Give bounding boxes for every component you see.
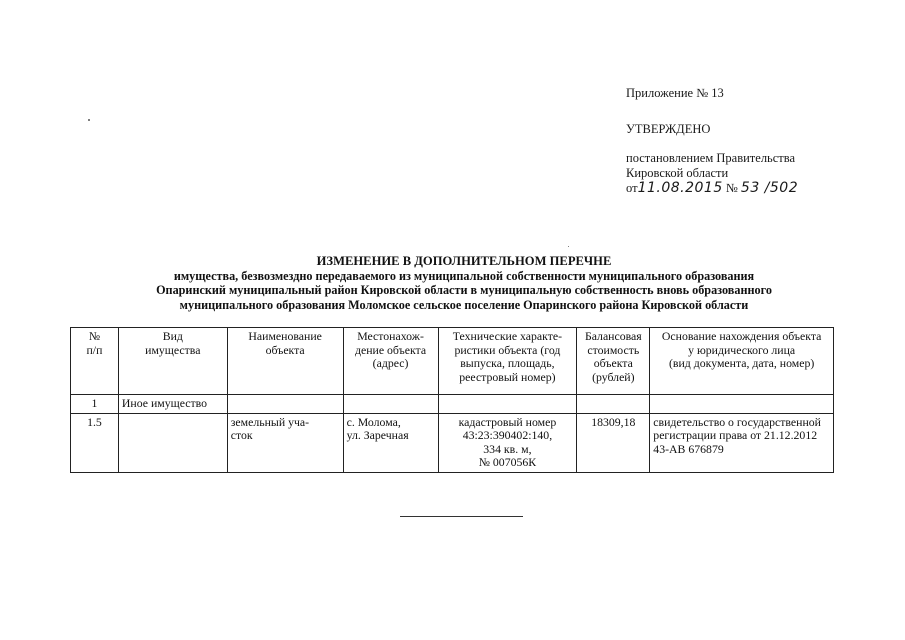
table-header-row xyxy=(71,328,834,395)
header-cell-address: Местонахож- дение объекта (адрес) xyxy=(343,328,438,395)
row-number: 1.5 xyxy=(71,413,119,472)
header-cell-value: Балансовая стоимость объекта (рублей) xyxy=(577,328,650,395)
handwritten-number: 53 /502 xyxy=(740,180,799,196)
header-cell-specs: Технические характе- ристики объекта (год выпуска, площадь, реестровый номер) xyxy=(438,328,577,395)
number-prefix: № xyxy=(725,181,738,195)
section-row xyxy=(71,395,834,414)
row-type xyxy=(118,413,227,472)
scan-speck xyxy=(568,246,569,247)
closing-rule xyxy=(400,516,523,517)
header-cell-number: № п/п xyxy=(71,328,119,395)
header-cell-type: Вид имущества xyxy=(118,328,227,395)
row-name: земельный уча- сток xyxy=(227,413,343,472)
scan-speck xyxy=(88,119,90,121)
resolution-date-line xyxy=(626,181,866,196)
resolution-line1: постановлением Правительства xyxy=(626,151,796,165)
header-cell-name: Наименование объекта xyxy=(227,328,343,395)
approved-label: УТВЕРЖДЕНО xyxy=(626,122,711,136)
resolution-block xyxy=(626,151,866,196)
handwritten-date: 11.08.2015 xyxy=(637,180,723,196)
title-line1: ИЗМЕНЕНИЕ В ДОПОЛНИТЕЛЬНОМ ПЕРЕЧНЕ xyxy=(316,254,612,268)
title-line4: муниципального образования Моломское сельское поселение Опаринского района Кировской области xyxy=(179,297,749,312)
date-prefix: от xyxy=(626,181,638,195)
table-row xyxy=(71,413,834,472)
section-type: Иное имущество xyxy=(118,395,227,414)
row-address: с. Молома, ул. Заречная xyxy=(343,413,438,472)
row-value: 18309,18 xyxy=(577,413,650,472)
title-line2: имущества, безвозмездно передаваемого из муниципальной собственности муниципального образования xyxy=(173,268,755,283)
appendix-label: Приложение № 13 xyxy=(626,86,724,100)
section-number: 1 xyxy=(71,395,119,414)
document-title xyxy=(150,254,778,312)
header-cell-basis: Основание нахождения объекта у юридического лица (вид документа, дата, номер) xyxy=(650,328,834,395)
row-basis: свидетельство о государственной регистрации права от 21.12.2012 43-АВ 676879 xyxy=(650,413,834,472)
row-specs: кадастровый номер 43:23:390402:140, 334 кв. м, № 007056К xyxy=(438,413,577,472)
property-table xyxy=(70,327,834,473)
title-line3: Опаринский муниципальный район Кировской области в муниципальную собственность вновь образованного xyxy=(156,283,772,297)
resolution-line2: Кировской области xyxy=(626,166,729,180)
